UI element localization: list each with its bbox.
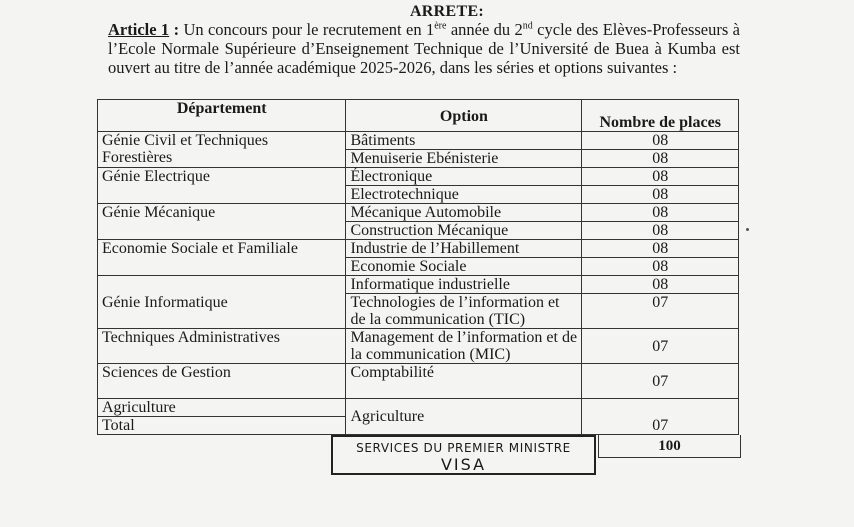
header-places: Nombre de places (582, 100, 739, 132)
visa-stamp (331, 435, 596, 475)
cell-places: 08 (582, 204, 739, 222)
cell-places: 08 (582, 258, 739, 276)
article-1-paragraph (108, 20, 740, 77)
cell-places: 08 (582, 150, 739, 168)
cell-department: Economie Sociale et Familiale (98, 240, 346, 276)
table-row (98, 399, 739, 417)
stamp-line-2: VISA (440, 455, 487, 474)
article-colon: : (169, 20, 180, 39)
cell-option: Industrie de l’Habillement (346, 240, 582, 258)
table-row (98, 168, 739, 186)
cell-option: Construction Mécanique (346, 222, 582, 240)
cell-option: Informatique industrielle (346, 276, 582, 294)
cell-department: Génie Mécanique (98, 204, 346, 240)
header-department: Département (98, 100, 346, 132)
cell-department: Génie Electrique (98, 168, 346, 204)
cell-places: 07 (582, 329, 739, 364)
cell-department: Sciences de Gestion (98, 364, 346, 399)
cell-option: Technologies de l’information et de la communication (TIC) (346, 294, 582, 329)
cell-places: 07 (582, 399, 739, 435)
footer-block (331, 435, 741, 479)
article-text-2: année du 2 (446, 20, 523, 39)
cell-option: Comptabilité (346, 364, 582, 399)
cell-places: 08 (582, 276, 739, 294)
article-label: Article 1 (108, 20, 170, 39)
table-row (98, 276, 739, 294)
superscript-nd: nd (522, 20, 533, 32)
cell-option: Bâtiments (346, 132, 582, 150)
cell-department: Génie Civil et Techniques Forestières (98, 132, 346, 168)
places-table (97, 99, 739, 435)
cell-option: Mécanique Automobile (346, 204, 582, 222)
cell-places: 08 (582, 222, 739, 240)
table-row (98, 364, 739, 399)
table-row (98, 204, 739, 222)
cell-places: 08 (582, 240, 739, 258)
cell-option: Economie Sociale (346, 258, 582, 276)
cell-department: Agriculture (98, 399, 346, 417)
cell-option: Électronique (346, 168, 582, 186)
superscript-ere: ère (434, 20, 447, 32)
cell-places: 08 (582, 186, 739, 204)
article-text-3: cycle des Elèves-Professeurs à l’Ecole Normale Supérieure d’Enseignement Technique de l’Université de Buea à Kumba est ouvert au titre de l’année académique 2025-2026, dans les séries et options suivantes : (108, 20, 740, 77)
cell-department: Techniques Administratives (98, 329, 346, 364)
cell-option: Management de l’information et de la communication (MIC) (346, 329, 582, 364)
scan-speck (746, 228, 749, 231)
table-row (98, 240, 739, 258)
table-row (98, 329, 739, 364)
table-header-row (98, 100, 739, 132)
cell-places: 08 (582, 132, 739, 150)
total-label: Total (98, 417, 346, 435)
cell-option: Electrotechnique (346, 186, 582, 204)
cell-places: 07 (582, 364, 739, 399)
cell-places: 08 (582, 168, 739, 186)
table-row (98, 132, 739, 150)
article-text-1: Un concours pour le recrutement en 1 (179, 20, 435, 39)
cell-option: Agriculture (346, 399, 582, 435)
header-option: Option (346, 100, 582, 132)
document-title: ARRETE: (409, 3, 485, 20)
cell-option: Menuiserie Ebénisterie (346, 150, 582, 168)
stamp-line-1: SERVICES DU PREMIER MINISTRE (356, 441, 571, 455)
cell-places: 07 (582, 294, 739, 329)
total-value: 100 (598, 435, 741, 458)
cell-department: Génie Informatique (98, 276, 346, 329)
